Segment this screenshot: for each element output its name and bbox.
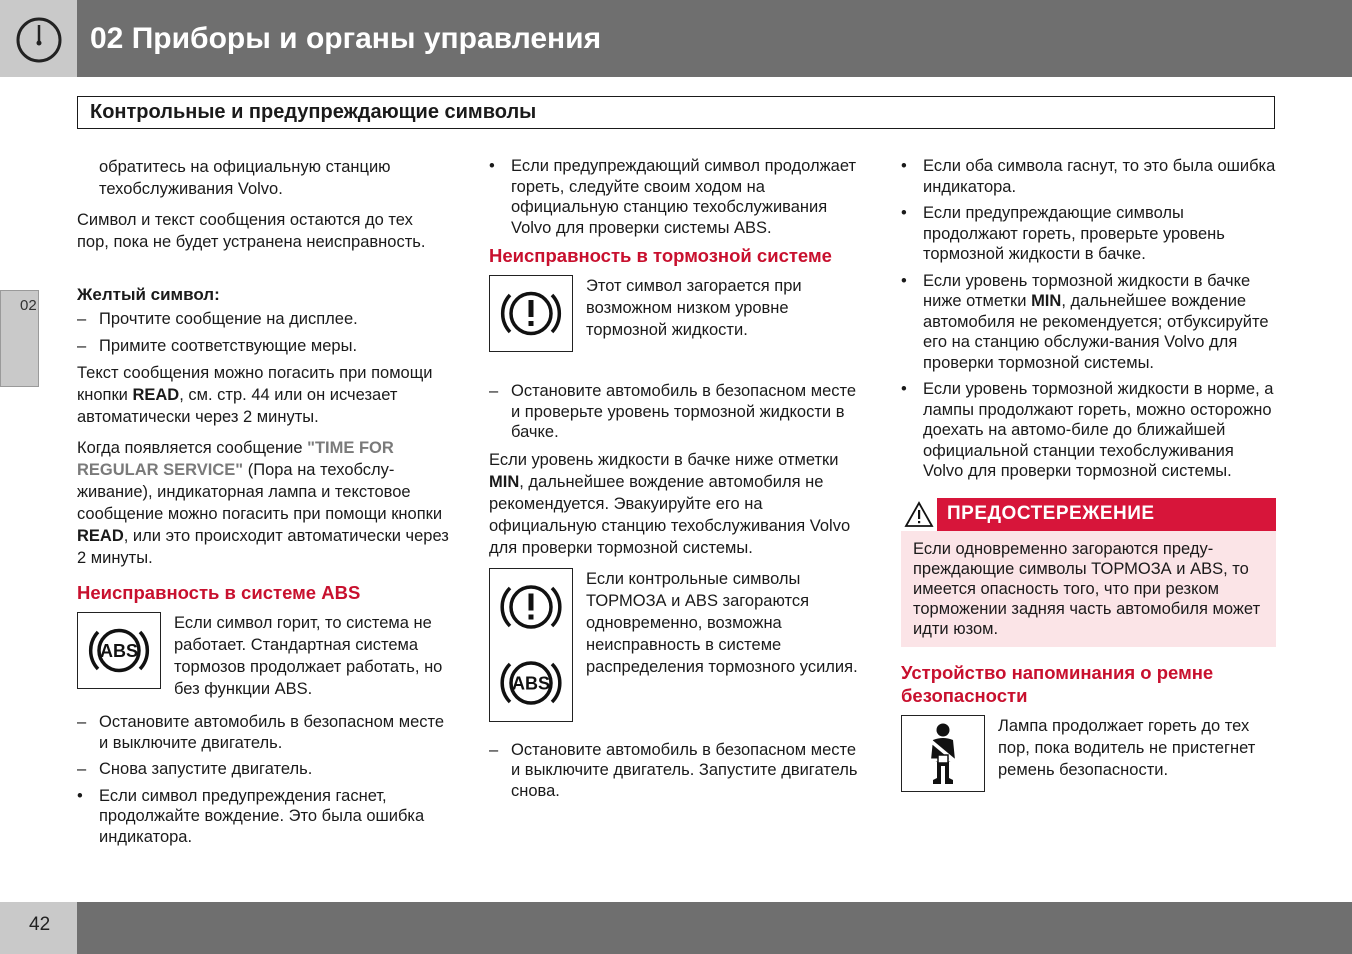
page-footer-bar <box>0 902 1352 954</box>
seatbelt-symbol-row <box>901 715 1276 795</box>
svg-text:ABS: ABS <box>99 641 139 661</box>
brake-abs-symbol-row <box>489 568 864 728</box>
brake-fault-heading: Неисправность в тормозной системе <box>489 245 832 266</box>
paragraph: Когда появляется сообщение "TIME FOR REGULAR SERVICE" (Пора на техобслу-живание), индикаторная лампа и текстовое сообщение можно погасить при помощи кнопки READ, или это происходит автоматически через 2 минуты. <box>77 439 449 567</box>
brake-symbol-box <box>489 275 573 352</box>
speedometer-gauge-icon <box>15 16 63 64</box>
chapter-header-bar <box>0 0 1352 77</box>
paragraph: Текст сообщения можно погасить при помощи кнопки READ, см. стр. 44 или он исчезает автоматически через 2 минуты. <box>77 364 433 426</box>
seatbelt-icon <box>902 716 984 791</box>
seatbelt-symbol-box <box>901 715 985 792</box>
column-3 <box>901 156 1276 807</box>
bullet-item: • Если уровень тормозной жидкости в норме, а лампы продолжают гореть, можно осторожно доехать на автомо-биле до ближайшей официальной станции техобслуживания Volvo для проверки тормозной системы. <box>901 380 1274 480</box>
column-1 <box>77 156 449 853</box>
bullet-item: • Если уровень тормозной жидкости в бачке ниже отметки MIN, дальнейшее вождение автомобиля не рекомендуется; отбуксируйте его на станцию обслужи-вания Volvo для проверки тормозной системы. <box>901 271 1269 372</box>
brake-and-abs-warning-icons <box>490 569 572 721</box>
abs-symbol-row <box>77 612 449 700</box>
bullet-item: • Если предупреждающие символы продолжают гореть, проверьте уровень тормозной жидкости в бачке. <box>901 204 1225 263</box>
dash-step: – Остановите автомобиль в безопасном месте и выключите двигатель. <box>77 713 445 752</box>
seatbelt-description: Лампа продолжает гореть до тех пор, пока водитель не пристегнет ремень безопасности. <box>998 716 1256 779</box>
brake-description: Этот символ загорается при возможном низком уровне тормозной жидкости. <box>586 277 802 339</box>
brake-abs-description: Если контрольные символы ТОРМОЗА и ABS загораются одновременно, возможна неисправность в системе распределения тормозного усилия. <box>586 569 858 676</box>
section-title: Контрольные и предупреждающие символы <box>90 101 537 123</box>
paragraph: Символ и текст сообщения остаются до тех пор, пока не будет устранена неисправность. <box>77 211 426 251</box>
dash-step: – Остановите автомобиль в безопасном месте и выключите двигатель. Запустите двигатель снова. <box>489 740 858 800</box>
bullet-item: • Если символ предупреждения гаснет, продолжайте вождение. Это была ошибка индикатора. <box>77 786 425 846</box>
warning-box <box>901 498 1276 647</box>
abs-fault-heading: Неисправность в системе ABS <box>77 582 361 603</box>
bullet-item: • Если предупреждающий символ продолжает гореть, следуйте своим ходом на официальную станцию техобслуживания Volvo для проверки системы ABS. <box>489 157 857 237</box>
warning-text: Если одновременно загораются преду-преждающие символы ТОРМОЗА и ABS, то имеется опасность того, что при резком торможении задняя часть автомобиля может идти юзом. <box>913 539 1261 638</box>
section-title-box <box>77 96 1275 129</box>
brake-abs-symbol-box <box>489 568 573 722</box>
svg-text:ABS: ABS <box>511 673 551 693</box>
page-number-box <box>0 902 77 954</box>
chapter-icon-box <box>0 0 77 77</box>
dash-step: – Прочтите сообщение на дисплее. <box>77 310 358 328</box>
page-number: 42 <box>29 914 51 935</box>
chapter-side-tab <box>0 290 39 387</box>
paragraph: Если уровень жидкости в бачке ниже отметки MIN, дальнейшее вождение автомобиля не рекомендуется. Эвакуируйте его на официальную станцию техобслуживания Volvo для проверки тормозной системы. <box>489 450 851 557</box>
dash-step: – Снова запустите двигатель. <box>77 760 313 778</box>
bullet-item: • Если оба символа гаснут, то это была ошибка индикатора. <box>901 157 1276 196</box>
read-button-ref: READ <box>132 386 180 404</box>
warning-header <box>901 498 1276 531</box>
warning-triangle-icon <box>904 501 934 528</box>
yellow-symbol-heading: Желтый символ: <box>77 285 220 304</box>
read-button-ref: READ <box>77 527 124 545</box>
chapter-title: 02 Приборы и органы управления <box>90 22 602 55</box>
column-2 <box>489 156 864 807</box>
dash-step: – Остановите автомобиль в безопасном месте и проверьте уровень тормозной жидкости в бачке. <box>489 382 857 441</box>
abs-symbol-box <box>77 612 161 689</box>
side-tab-label: 02 <box>20 297 37 314</box>
abs-warning-icon <box>78 613 160 688</box>
dash-step: – Примите соответствующие меры. <box>77 336 358 355</box>
continued-text: обратитесь на официальную станцию техобслуживания Volvo. <box>99 158 391 198</box>
abs-description: Если символ горит, то система не работает. Стандартная система тормозов продолжает работать, но без функции ABS. <box>174 614 443 698</box>
seatbelt-heading: Устройство напоминания о ремне безопасности <box>901 661 1214 706</box>
service-message: "TIME FOR REGULAR SERVICE" <box>77 439 394 479</box>
brake-symbol-row <box>489 275 864 355</box>
warning-title: ПРЕДОСТЕРЕЖЕНИЕ <box>947 502 1155 524</box>
brake-warning-icon <box>490 276 572 351</box>
